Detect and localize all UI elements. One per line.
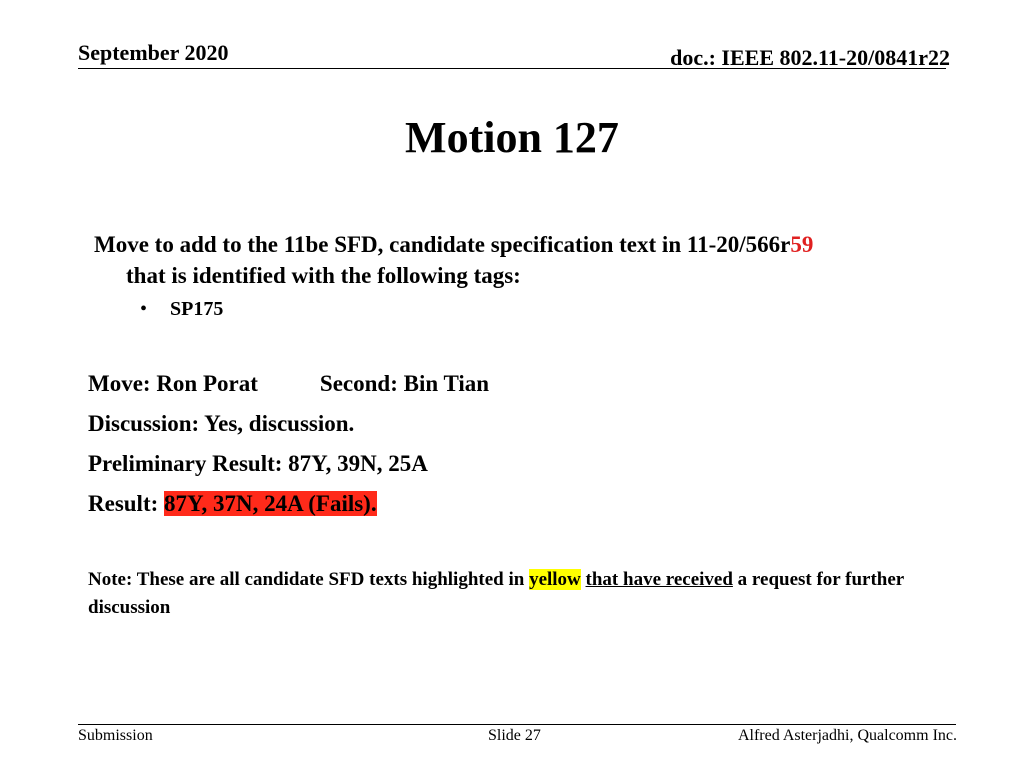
header-date: September 2020 bbox=[78, 40, 229, 65]
result-line bbox=[88, 491, 377, 517]
note-part1: Note: These are all candidate SFD texts highlighted in bbox=[88, 569, 525, 590]
result-value-highlight: 87Y, 37N, 24A (Fails). bbox=[164, 491, 377, 516]
motion-revision: 59 bbox=[790, 232, 814, 257]
motion-text bbox=[94, 229, 924, 291]
note-text bbox=[88, 566, 908, 622]
footer-slide-number: Slide 27 bbox=[488, 727, 541, 744]
move-text: Move: Ron Porat bbox=[88, 371, 258, 396]
footer-submission: Submission bbox=[78, 727, 153, 744]
discussion-text: Discussion: Yes, discussion. bbox=[88, 411, 355, 436]
note-underlined: that have received bbox=[585, 569, 733, 590]
result-label: Result: bbox=[88, 491, 159, 516]
header-divider bbox=[78, 68, 946, 69]
motion-text-part1: Move to add to the 11be SFD, candidate specification text in 11-20/566r bbox=[94, 232, 791, 257]
bullet-icon: • bbox=[140, 298, 148, 320]
note-yellow-highlight: yellow bbox=[529, 569, 581, 590]
footer-author: Alfred Asterjadhi, Qualcomm Inc. bbox=[737, 727, 957, 744]
preliminary-result-text: Preliminary Result: 87Y, 39N, 25A bbox=[88, 451, 428, 476]
motion-line-2: that is identified with the following tags: bbox=[126, 263, 521, 288]
motion-line-1 bbox=[94, 229, 924, 260]
move-second-line bbox=[88, 371, 489, 397]
second-text: Second: Bin Tian bbox=[319, 371, 490, 396]
slide-title: Motion 127 bbox=[405, 113, 619, 162]
note-part2: a request for further discussion bbox=[88, 569, 904, 618]
footer-divider bbox=[78, 724, 956, 725]
header-doc-id: doc.: IEEE 802.11-20/0841r22 bbox=[670, 45, 950, 70]
tag-label: SP175 bbox=[170, 298, 224, 320]
tag-list-item bbox=[140, 298, 223, 321]
